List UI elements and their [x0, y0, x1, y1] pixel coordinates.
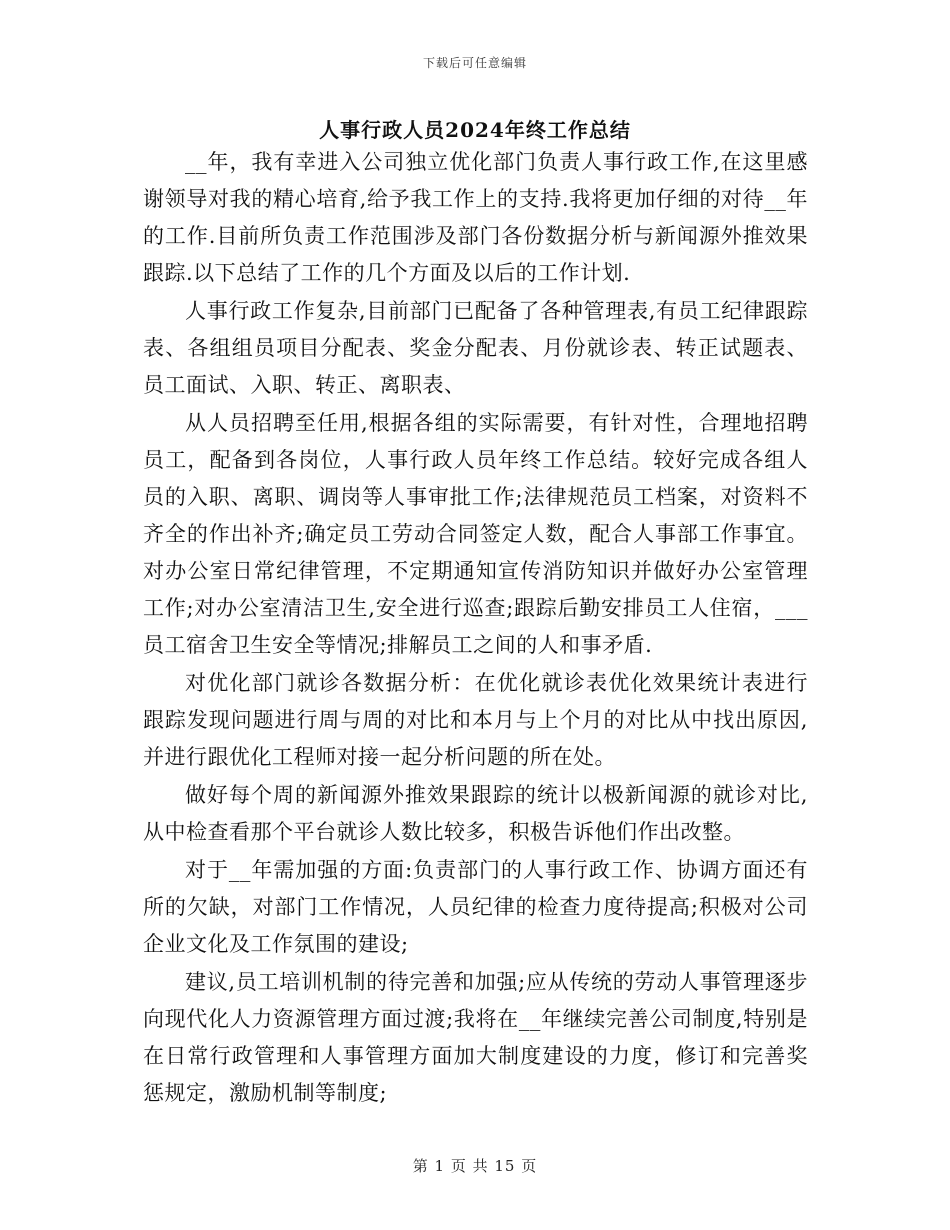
- document-body: [143, 144, 808, 1113]
- paragraph-7: 建议,员工培训机制的待完善和加强;应从传统的劳动人事管理逐步向现代化人力资源管理方面过渡;我将在__年继续完善公司制度,特别是在日常行政管理和人事管理方面加大制度建设的力度，修订和完善奖惩规定，激励机制等制度;: [143, 970, 808, 1105]
- page-number-footer: 第 1 页 共 15 页: [412, 1157, 538, 1175]
- paragraph-1: __年，我有幸进入公司独立优化部门负责人事行政工作,在这里感谢领导对我的精心培育,给予我工作上的支持.我将更加仔细的对待__年的工作.目前所负责工作范围涉及部门各份数据分析与新闻源外推效果跟踪.以下总结了工作的几个方面及以后的工作计划.: [143, 150, 808, 285]
- header-note: 下载后可任意编辑: [422, 56, 527, 70]
- paragraph-4: 对优化部门就诊各数据分析：在优化就诊表优化效果统计表进行跟踪发现问题进行周与周的对比和本月与上个月的对比从中找出原因,并进行跟优化工程师对接一起分析问题的所在处。: [143, 671, 808, 769]
- paragraph-5: 做好每个周的新闻源外推效果跟踪的统计以极新闻源的就诊对比,从中检查看那个平台就诊人数比较多，积极告诉他们作出改整。: [143, 783, 808, 844]
- paragraph-2: 人事行政工作复杂,目前部门已配备了各种管理表,有员工纪律跟踪表、各组组员项目分配表、奖金分配表、月份就诊表、转正试题表、员工面试、入职、转正、离职表、: [143, 299, 808, 397]
- document-title: 人事行政人员2024年终工作总结: [319, 118, 631, 142]
- paragraph-6: 对于__年需加强的方面:负责部门的人事行政工作、协调方面还有所的欠缺，对部门工作情况，人员纪律的检查力度待提高;积极对公司企业文化及工作氛围的建设;: [143, 858, 808, 956]
- paragraph-3: 从人员招聘至任用,根据各组的实际需要，有针对性，合理地招聘员工，配备到各岗位，人事行政人员年终工作总结。较好完成各组人员的入职、离职、调岗等人事审批工作;法律规范员工档案，对资料不齐全的作出补齐;确定员工劳动合同签定人数，配合人事部工作事宜。对办公室日常纪律管理，不定期通知宣传消防知识并做好办公室管理工作;对办公室清洁卫生,安全进行巡查;跟踪后勤安排员工人住宿，___员工宿舍卫生安全等情况;排解员工之间的人和事矛盾.: [143, 411, 808, 657]
